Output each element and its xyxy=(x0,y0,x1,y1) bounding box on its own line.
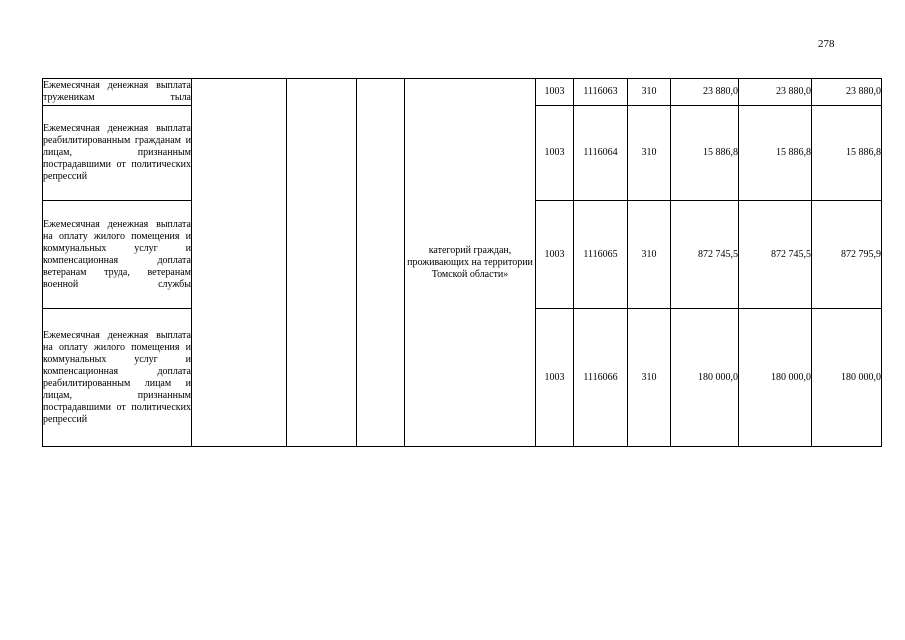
section-code: 1003 xyxy=(536,201,574,309)
row-name-cell xyxy=(43,79,192,106)
row-name: Ежемесячная денежная выплата труженикам тыла xyxy=(43,80,191,103)
target-code: 1116065 xyxy=(574,201,628,309)
type-code: 310 xyxy=(628,201,671,309)
type-code: 310 xyxy=(628,79,671,106)
target-code: 1116064 xyxy=(574,106,628,201)
amount-2: 23 880,0 xyxy=(739,79,812,106)
table-row xyxy=(43,79,882,106)
amount-3: 15 886,8 xyxy=(812,106,882,201)
target-code: 1116066 xyxy=(574,309,628,447)
page-number: 278 xyxy=(818,38,835,50)
row-name: Ежемесячная денежная выплата на оплату жилого помещения и коммунальных услуг и компенсационная доплата реабилитированным лицам и лицам, признанным пострадавшими от политических репрессий xyxy=(43,329,191,425)
section-code: 1003 xyxy=(536,79,574,106)
section-code: 1003 xyxy=(536,106,574,201)
amount-1: 180 000,0 xyxy=(671,309,739,447)
amount-1: 15 886,8 xyxy=(671,106,739,201)
section-code: 1003 xyxy=(536,309,574,447)
amount-3: 180 000,0 xyxy=(812,309,882,447)
amount-2: 180 000,0 xyxy=(739,309,812,447)
empty-cell xyxy=(287,79,357,447)
row-name: Ежемесячная денежная выплата реабилитированным гражданам и лицам, признанным пострадавшими от политических репрессий xyxy=(43,123,191,182)
row-name-cell xyxy=(43,201,192,309)
amount-3: 872 795,9 xyxy=(812,201,882,309)
budget-table xyxy=(42,78,882,447)
type-code: 310 xyxy=(628,106,671,201)
amount-3: 23 880,0 xyxy=(812,79,882,106)
description-text: категорий граждан, проживающих на территории Томской области» xyxy=(407,244,533,280)
empty-cell xyxy=(357,79,405,447)
target-code: 1116063 xyxy=(574,79,628,106)
row-name: Ежемесячная денежная выплата на оплату жилого помещения и коммунальных услуг и компенсационная доплата ветеранам труда, ветеранам военной службы xyxy=(43,218,191,290)
row-name-cell xyxy=(43,309,192,447)
type-code: 310 xyxy=(628,309,671,447)
description-cell xyxy=(405,79,536,447)
empty-cell xyxy=(192,79,287,447)
amount-1: 872 745,5 xyxy=(671,201,739,309)
row-name-cell xyxy=(43,106,192,201)
amount-1: 23 880,0 xyxy=(671,79,739,106)
amount-2: 15 886,8 xyxy=(739,106,812,201)
amount-2: 872 745,5 xyxy=(739,201,812,309)
